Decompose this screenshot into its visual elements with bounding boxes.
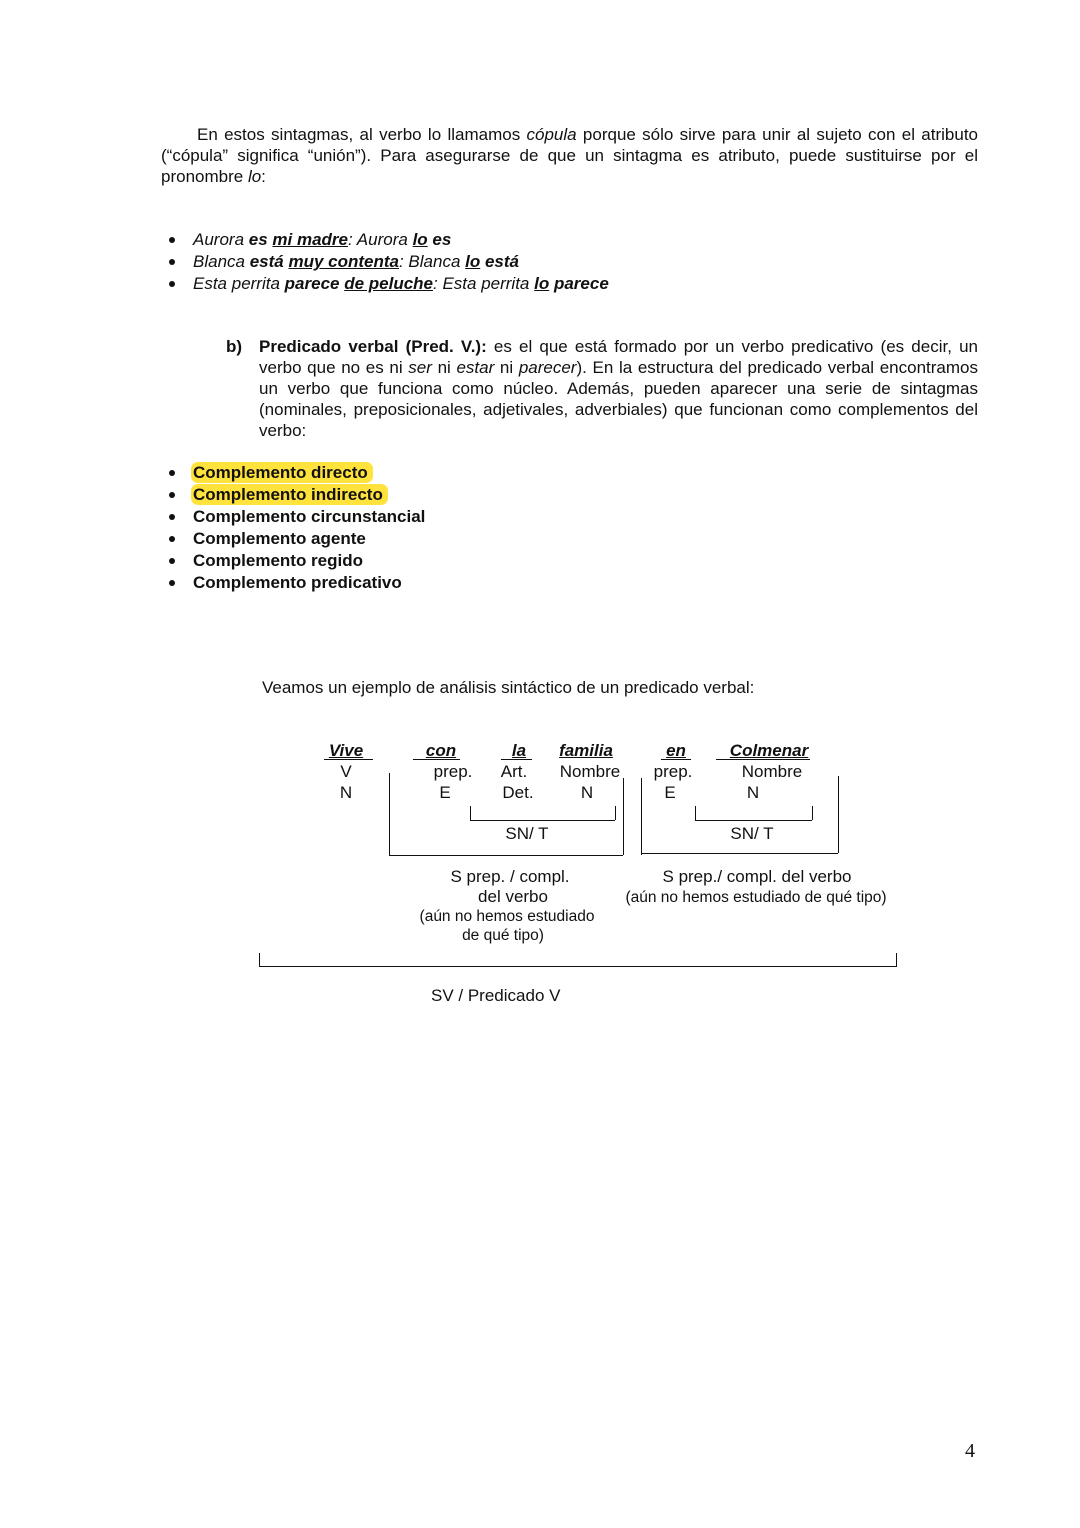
bracket: [838, 776, 839, 853]
diagram-label: S prep. / compl.: [450, 867, 570, 886]
list-item: Complemento circunstancial: [161, 506, 425, 528]
text: :: [261, 167, 266, 186]
diagram-category: Nombre: [559, 762, 621, 781]
list-item: [161, 484, 425, 506]
diagram-label: SV / Predicado V: [431, 986, 561, 1005]
diagram-function: N: [580, 783, 594, 802]
diagram-category: V: [340, 762, 352, 781]
bracket: [695, 820, 812, 821]
text: En estos sintagmas, al verbo lo llamamos: [197, 125, 527, 144]
diagram-function: E: [664, 783, 676, 802]
bracket: [641, 778, 642, 855]
diagram-word: familia: [559, 741, 613, 760]
diagram-function: Det.: [502, 783, 534, 802]
highlighted-text: Complemento indirecto: [191, 484, 388, 505]
italic-term: lo: [247, 167, 262, 186]
diagram-word: con: [425, 741, 457, 760]
diagram-word: la: [511, 741, 527, 760]
diagram-function: N: [339, 783, 353, 802]
diagram-note: de qué tipo): [462, 927, 544, 944]
section-title: Predicado verbal (Pred. V.):: [259, 337, 487, 356]
bracket: [389, 773, 390, 855]
list-item: Complemento agente: [161, 528, 425, 550]
underline: [413, 759, 460, 760]
bracket: [615, 806, 616, 820]
list-item: Aurora es mi madre: Aurora lo es: [161, 229, 609, 251]
complement-list: [161, 462, 425, 594]
section-label: b): [226, 337, 243, 356]
bracket: [259, 966, 896, 967]
page-number: 4: [965, 1440, 975, 1462]
italic-term: cópula: [526, 125, 577, 144]
bracket: [695, 806, 696, 820]
bracket: [470, 820, 615, 821]
bracket: [896, 953, 897, 967]
diagram-category: prep.: [653, 762, 693, 781]
diagram-label: SN/ T: [730, 824, 774, 843]
intro-paragraph: [161, 124, 978, 187]
bracket: [812, 806, 813, 820]
underline: [716, 759, 810, 760]
bracket: [623, 778, 624, 855]
highlighted-text: Complemento directo: [191, 462, 373, 483]
diagram-label: SN/ T: [505, 824, 549, 843]
diagram-function: N: [746, 783, 760, 802]
diagram-word: en: [666, 741, 686, 760]
bracket: [641, 853, 838, 854]
bracket: [389, 855, 623, 856]
diagram-function: E: [439, 783, 451, 802]
diagram-note: (aún no hemos estudiado de qué tipo): [625, 889, 887, 906]
bracket: [470, 806, 471, 820]
text: porque sólo sirve para unir al sujeto con el atributo (“cópula” significa “unión”). Para asegurarse de que un sintagma es atributo, puede sustituirse por el pronombre: [161, 125, 978, 186]
diagram-label: del verbo: [478, 887, 548, 906]
analysis-intro: Veamos un ejemplo de análisis sintáctico de un predicado verbal:: [262, 678, 755, 697]
bracket: [259, 953, 260, 967]
diagram-word: Vive: [328, 741, 364, 760]
example-list: [161, 229, 609, 295]
predicado-verbal-paragraph: b) Predicado verbal (Pred. V.): es el que está formado por un verbo predicativo (es decir, un verbo que no es ni ser ni estar ni parecer). En la estructura del predicado verbal encontramos un verbo que funciona como núcleo. Además, pueden aparecer una serie de sintagmas (nominales, preposicionales, adjetivales, adverbiales) que funcionan como complementos del verbo:: [226, 337, 979, 440]
diagram-category: prep.: [433, 762, 473, 781]
diagram-category: Art.: [500, 762, 528, 781]
list-item: Blanca está muy contenta: Blanca lo está: [161, 251, 609, 273]
list-item: [161, 462, 425, 484]
underline: [324, 759, 373, 760]
list-item: Esta perrita parece de peluche: Esta perrita lo parece: [161, 273, 609, 295]
diagram-word: Colmenar: [729, 741, 809, 760]
diagram-category: Nombre: [741, 762, 803, 781]
list-item: Complemento predicativo: [161, 572, 425, 594]
diagram-note: (aún no hemos estudiado: [419, 908, 595, 925]
diagram-label: S prep./ compl. del verbo: [662, 867, 852, 886]
list-item: Complemento regido: [161, 550, 425, 572]
underline: [661, 759, 691, 760]
underline: [501, 759, 532, 760]
